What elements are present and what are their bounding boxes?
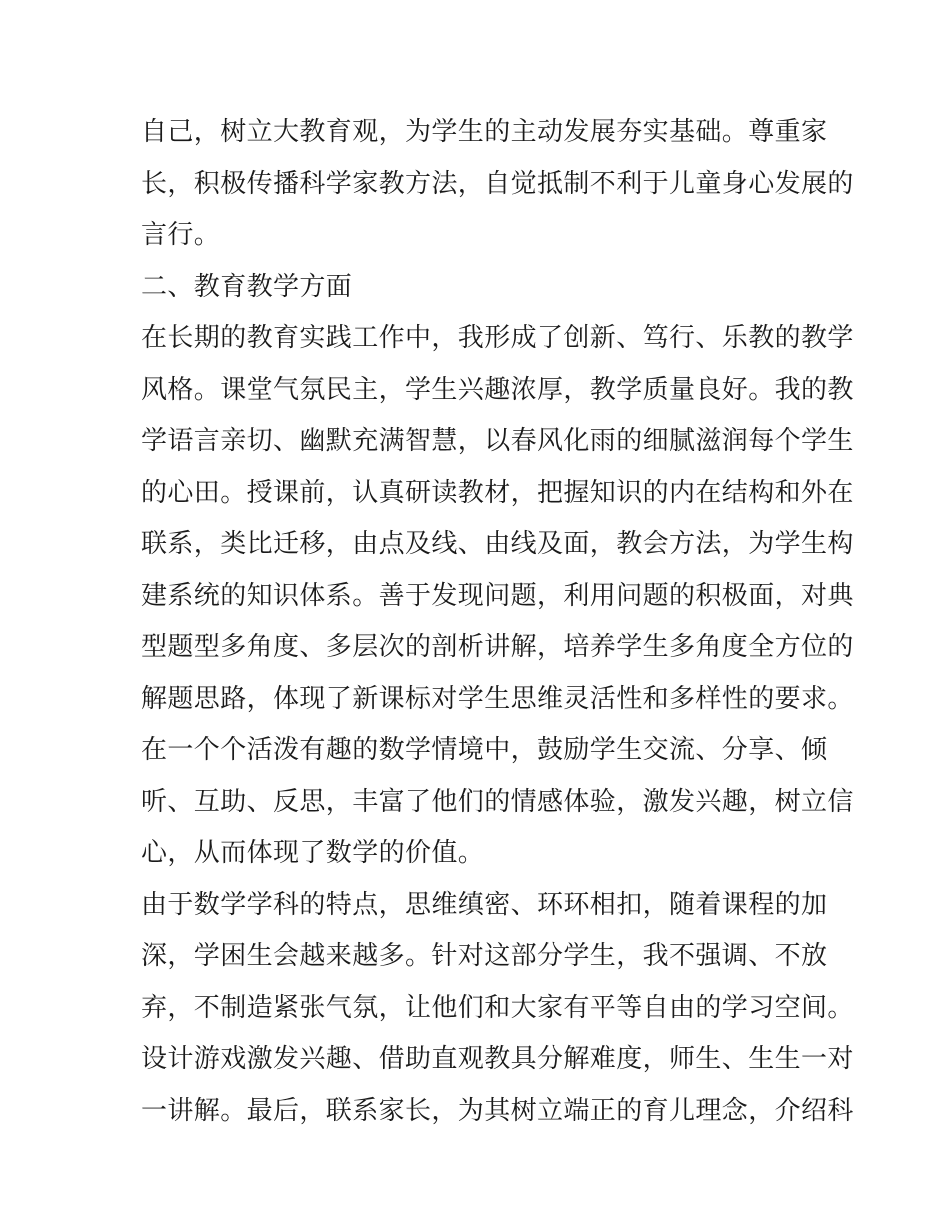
text-line: 自己，树立大教育观，为学生的主动发展夯实基础。尊重家 [141, 117, 828, 147]
text-line: 在长期的教育实践工作中，我形成了创新、笃行、乐教的教学 [141, 323, 854, 353]
text-line: 型题型多角度、多层次的剖析讲解，培养学生多角度全方位的 [141, 632, 854, 662]
section-heading: 二、教育教学方面 [141, 271, 353, 302]
text-line: 深，学困生会越来越多。针对这部分学生，我不强调、不放 [141, 941, 828, 971]
text-line: 的心田。授课前，认真研读教材，把握知识的内在结构和外在 [141, 477, 854, 508]
text-line: 解题思路，体现了新课标对学生思维灵活性和多样性的要求。 [141, 683, 854, 714]
text-line: 设计游戏激发兴趣、借助直观教具分解难度，师生、生生一对 [141, 1044, 854, 1074]
text-line: 弃，不制造紧张气氛，让他们和大家有平等自由的学习空间。 [141, 992, 854, 1023]
text-line: 联系，类比迁移，由点及线、由线及面，教会方法，为学生构 [141, 529, 854, 559]
text-line: 风格。课堂气氛民主，学生兴趣浓厚，教学质量良好。我的教 [141, 374, 854, 405]
text-line: 由于数学学科的特点，思维缜密、环环相扣，随着课程的加 [141, 889, 828, 920]
text-line: 在一个个活泼有趣的数学情境中，鼓励学生交流、分享、倾 [141, 735, 828, 765]
text-line: 长，积极传播科学家教方法，自觉抵制不利于儿童身心发展的 [141, 168, 854, 199]
document-body [141, 107, 854, 1137]
text-line: 心，从而体现了数学的价值。 [141, 838, 485, 868]
text-line: 言行。 [141, 220, 221, 250]
text-line: 一讲解。最后，联系家长，为其树立端正的育儿理念，介绍科 [141, 1095, 854, 1126]
text-line: 学语言亲切、幽默充满智慧，以春风化雨的细腻滋润每个学生 [141, 426, 854, 456]
text-line: 听、互助、反思，丰富了他们的情感体验，激发兴趣，树立信 [141, 786, 854, 817]
text-line: 建系统的知识体系。善于发现问题，利用问题的积极面，对典 [141, 580, 854, 611]
